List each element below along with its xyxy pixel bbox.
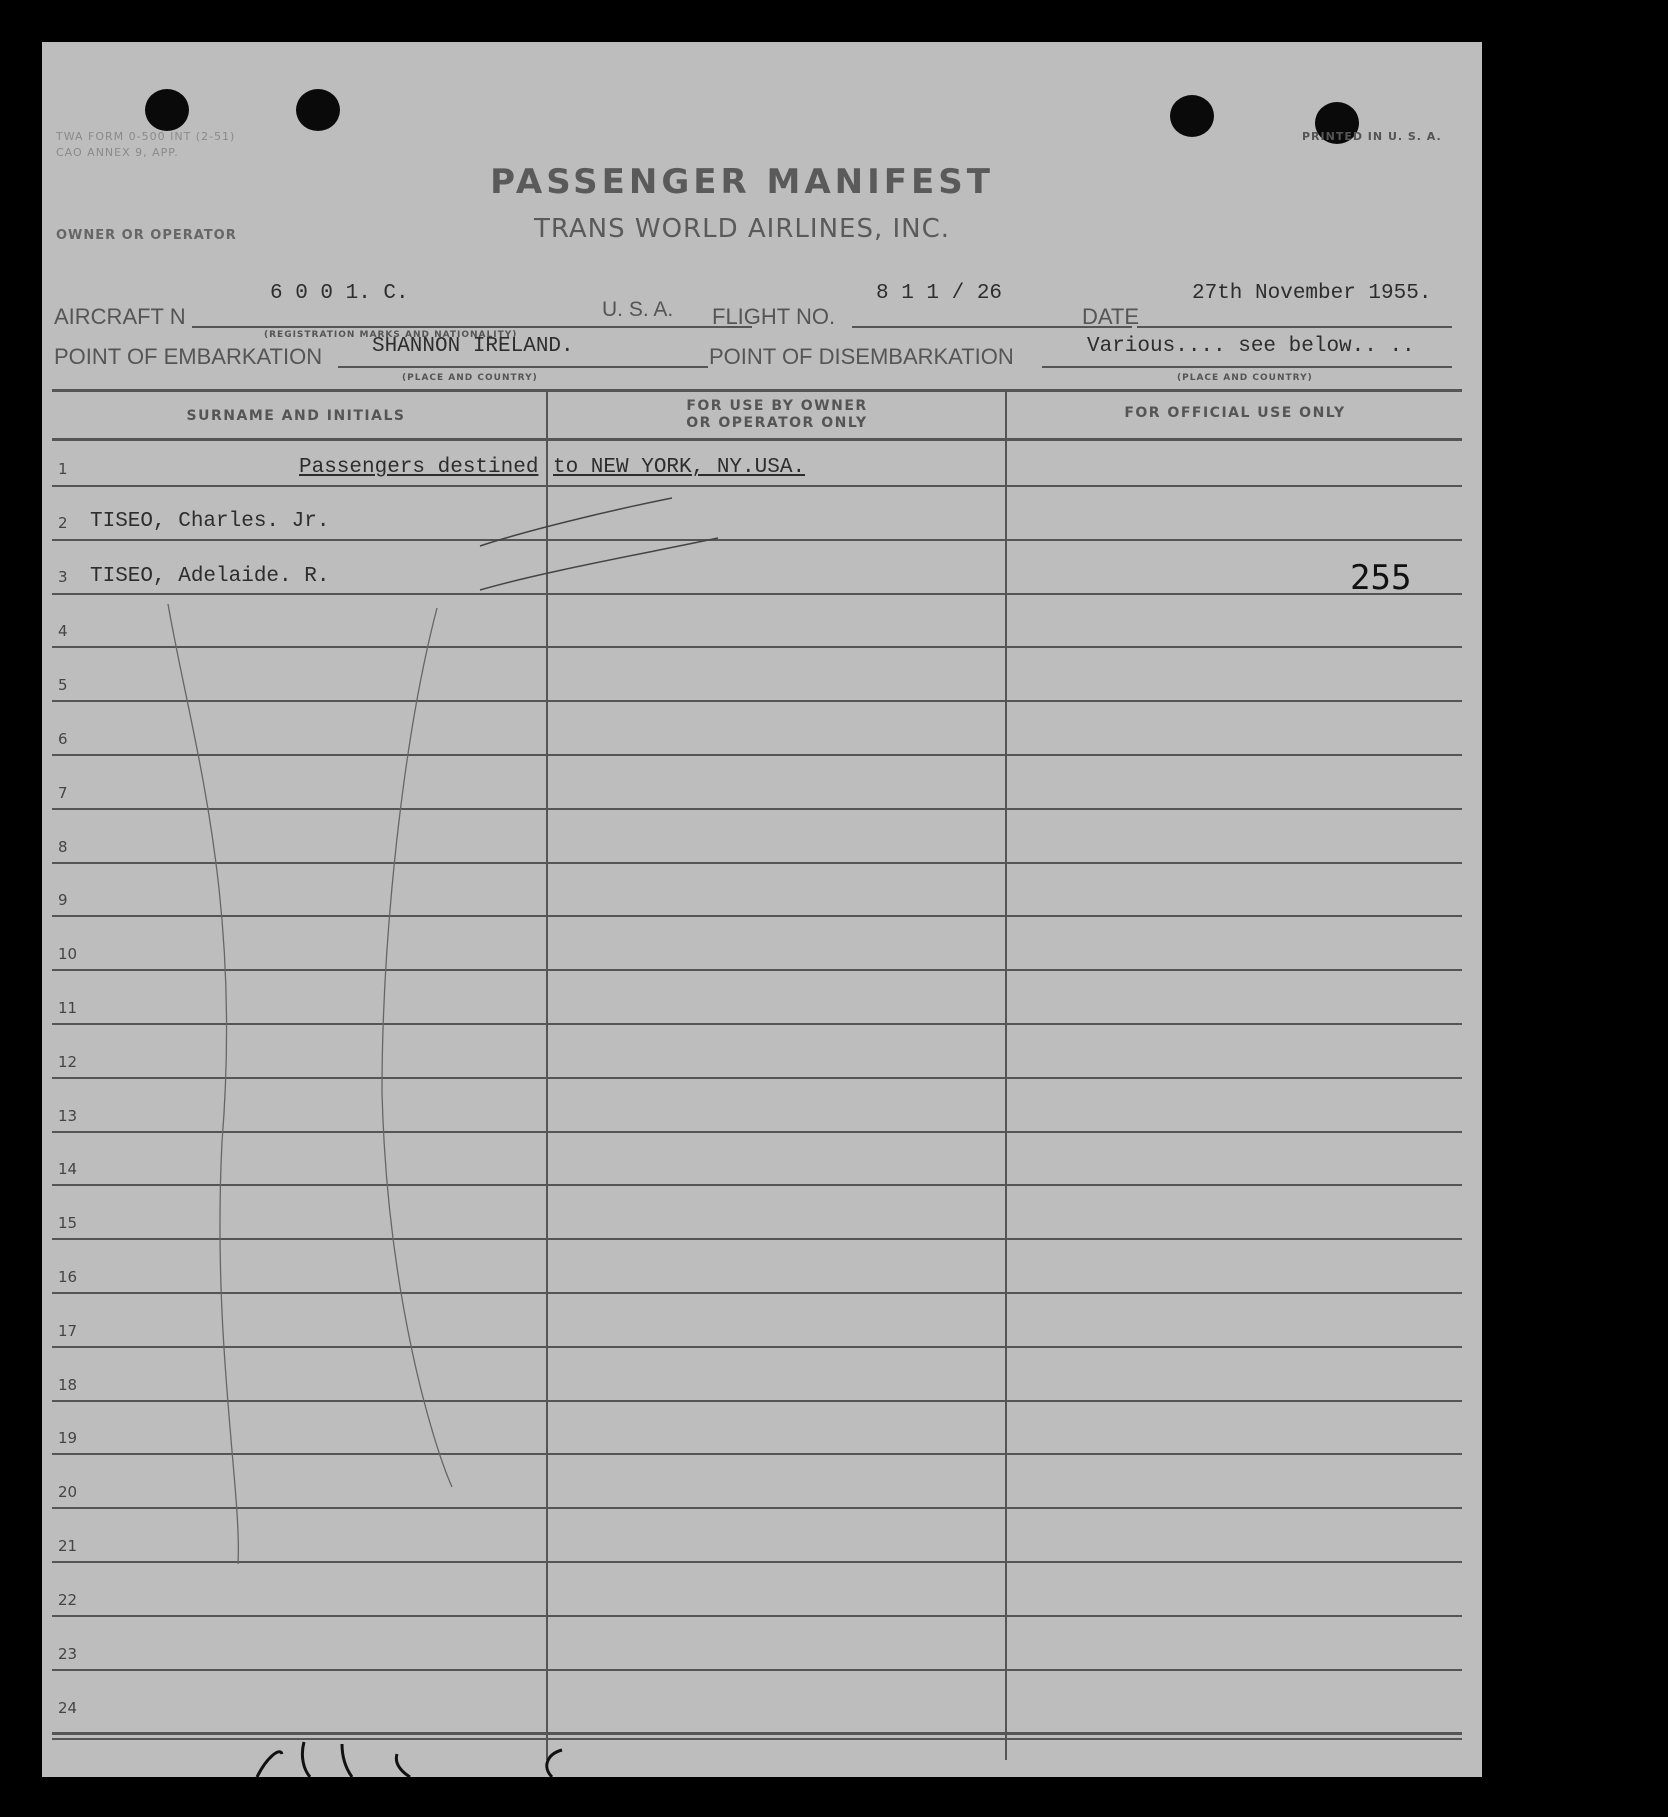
row-number: 10 [58,945,78,963]
owner-header-line1: FOR USE BY OWNER [686,398,868,414]
owner-header-line2: OR OPERATOR ONLY [686,415,868,431]
row-number: 12 [58,1053,78,1071]
row-number: 7 [58,784,68,802]
row-number: 20 [58,1483,78,1501]
aircraft-label: AIRCRAFT N [54,304,186,329]
row-number: 2 [58,514,68,532]
surname-header: SURNAME AND INITIALS [186,408,406,424]
registration-note: (REGISTRATION MARKS AND NATIONALITY) [264,330,518,340]
embarkation-note: (PLACE AND COUNTRY) [402,373,538,383]
row-number: 3 [58,568,68,586]
row-number: 22 [58,1591,78,1609]
row-number: 4 [58,622,68,640]
row-number: 15 [58,1214,78,1232]
row-number: 9 [58,891,68,909]
row-number: 1 [58,460,68,478]
pencil-marks [42,42,1482,1777]
aircraft-value: 6 0 0 1. C. [270,282,409,305]
form-code: TWA FORM 0-500 INT (2-51) [56,130,236,143]
airline-name: TRANS WORLD AIRLINES, INC. [533,214,951,244]
owner-label: OWNER OR OPERATOR [56,228,237,243]
row-number: 17 [58,1322,78,1340]
embarkation-label: POINT OF EMBARKATION [54,344,323,369]
disembarkation-value: Various.... see below.. .. [1087,335,1415,358]
row-number: 8 [58,838,68,856]
official-header: FOR OFFICIAL USE ONLY [1124,405,1346,421]
manifest-sheet [42,42,1482,1777]
passenger-name: TISEO, Adelaide. R. [90,565,330,588]
flight-value: 8 1 1 / 26 [876,282,1003,305]
row-number: 14 [58,1160,78,1178]
row1-destination-a: Passengers destined [299,456,539,479]
date-label: DATE [1082,304,1140,329]
row-number: 5 [58,676,68,694]
row-number: 11 [58,999,78,1017]
disembarkation-note: (PLACE AND COUNTRY) [1177,373,1313,383]
row-number: 21 [58,1537,78,1555]
official-number: 255 [1350,558,1412,598]
passenger-name: TISEO, Charles. Jr. [90,510,330,533]
form-annex: CAO ANNEX 9, APP. [56,146,179,159]
row-number: 18 [58,1376,78,1394]
row-number: 19 [58,1429,78,1447]
flight-label: FLIGHT NO. [712,304,836,329]
printed-in: PRINTED IN U. S. A. [1302,130,1442,143]
form-title: PASSENGER MANIFEST [490,162,994,202]
embarkation-value: SHANNON IRELAND. [372,335,574,358]
row-number: 13 [58,1107,78,1125]
date-value: 27th November 1955. [1192,282,1432,305]
row-number: 6 [58,730,68,748]
disembarkation-label: POINT OF DISEMBARKATION [709,344,1014,369]
row-number: 24 [58,1699,78,1717]
nationality-value: U. S. A. [602,298,674,321]
row1-destination-b: to NEW YORK, NY.USA. [553,456,806,479]
row-number: 23 [58,1645,78,1663]
row-number: 16 [58,1268,78,1286]
